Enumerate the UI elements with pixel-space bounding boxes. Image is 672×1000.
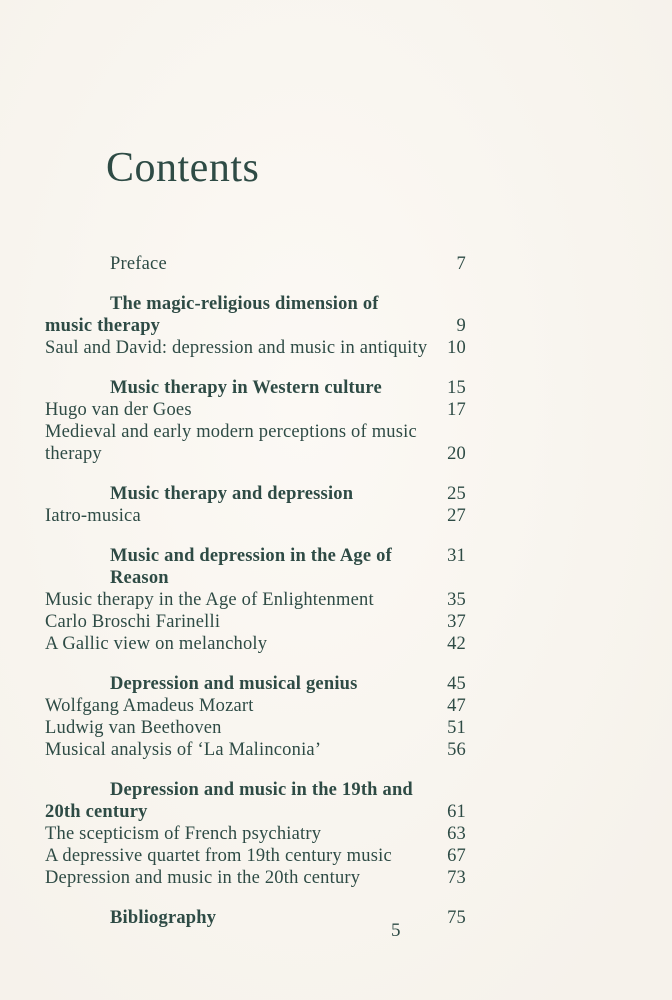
table-of-contents: [45, 253, 466, 947]
toc-entry-page: 45: [447, 674, 466, 694]
toc-entry-label: Iatro-musica: [45, 506, 141, 526]
toc-entry-page: 25: [447, 484, 466, 504]
toc-entry-page: 31: [447, 546, 466, 566]
toc-entry: [45, 505, 466, 527]
toc-entry-page: 20: [447, 444, 466, 464]
toc-entry-page: 73: [447, 868, 466, 888]
toc-group: [45, 907, 466, 929]
toc-entry-page: 75: [447, 908, 466, 928]
toc-entry: [45, 739, 466, 761]
toc-entry-page: 9: [456, 316, 466, 336]
toc-entry-label: Depression and music in the 19th and: [110, 780, 413, 800]
toc-entry-page: 7: [456, 254, 466, 274]
toc-entry: [45, 399, 466, 421]
toc-entry: [45, 673, 466, 695]
toc-entry-label: The scepticism of French psychiatry: [45, 824, 322, 844]
toc-entry: [45, 337, 466, 359]
toc-entry-label: A Gallic view on melancholy: [45, 634, 268, 654]
toc-entry-label: Ludwig van Beethoven: [45, 718, 222, 738]
toc-entry-label: Music therapy in Western culture: [110, 378, 382, 398]
page-title: Contents: [106, 145, 260, 191]
toc-entry-label: Music therapy and depression: [110, 484, 354, 504]
toc-entry-label: A depressive quartet from 19th century music: [45, 846, 392, 866]
toc-entry-label: Music and depression in the Age of Reason: [110, 546, 392, 588]
toc-entry-page: 37: [447, 612, 466, 632]
toc-entry-label: Carlo Broschi Farinelli: [45, 612, 221, 632]
toc-entry-page: 15: [447, 378, 466, 398]
toc-entry: [45, 867, 466, 889]
toc-entry: [45, 253, 466, 275]
toc-entry: [45, 611, 466, 633]
toc-entry-label: therapy: [45, 444, 102, 464]
toc-entry-page: 10: [447, 338, 466, 358]
toc-entry-label: Depression and musical genius: [110, 674, 358, 694]
toc-entry-label: Preface: [110, 254, 167, 274]
toc-entry-label: Saul and David: depression and music in antiquity: [45, 338, 428, 358]
toc-entry: [45, 823, 466, 845]
toc-entry-page: 42: [447, 634, 466, 654]
toc-entry-page: 67: [447, 846, 466, 866]
toc-entry: [45, 717, 466, 739]
toc-entry-page: 47: [447, 696, 466, 716]
toc-entry-label: Bibliography: [110, 908, 217, 928]
toc-entry: [45, 315, 466, 337]
toc-entry-page: 35: [447, 590, 466, 610]
toc-entry: [45, 695, 466, 717]
toc-entry: [45, 801, 466, 823]
toc-group: [45, 779, 466, 889]
page-number: 5: [391, 920, 401, 941]
toc-entry-label: Medieval and early modern perceptions of music: [45, 422, 417, 442]
toc-entry-page: 17: [447, 400, 466, 420]
toc-group: [45, 293, 466, 359]
toc-entry: [45, 779, 466, 801]
toc-entry-label: music therapy: [45, 316, 161, 336]
toc-entry-label: 20th century: [45, 802, 148, 822]
toc-entry-page: 51: [447, 718, 466, 738]
toc-entry-label: Depression and music in the 20th century: [45, 868, 361, 888]
toc-entry: [45, 545, 466, 589]
toc-group: [45, 483, 466, 527]
toc-entry-label: Music therapy in the Age of Enlightenment: [45, 590, 374, 610]
toc-entry: [45, 589, 466, 611]
toc-entry: [45, 421, 466, 443]
toc-entry-label: Wolfgang Amadeus Mozart: [45, 696, 254, 716]
toc-entry-page: 63: [447, 824, 466, 844]
toc-entry: [45, 293, 466, 315]
toc-entry: [45, 483, 466, 505]
toc-entry: [45, 845, 466, 867]
toc-group: [45, 253, 466, 275]
toc-entry-label: Hugo van der Goes: [45, 400, 192, 420]
toc-entry: [45, 443, 466, 465]
toc-entry-label: Musical analysis of ‘La Malinconia’: [45, 740, 322, 760]
toc-entry: [45, 907, 466, 929]
toc-group: [45, 545, 466, 655]
toc-entry-page: 27: [447, 506, 466, 526]
toc-entry: [45, 377, 466, 399]
toc-group: [45, 673, 466, 761]
toc-entry-page: 56: [447, 740, 466, 760]
toc-group: [45, 377, 466, 465]
toc-entry-page: 61: [447, 802, 466, 822]
toc-entry-label: The magic-religious dimension of: [110, 294, 379, 314]
toc-entry: [45, 633, 466, 655]
